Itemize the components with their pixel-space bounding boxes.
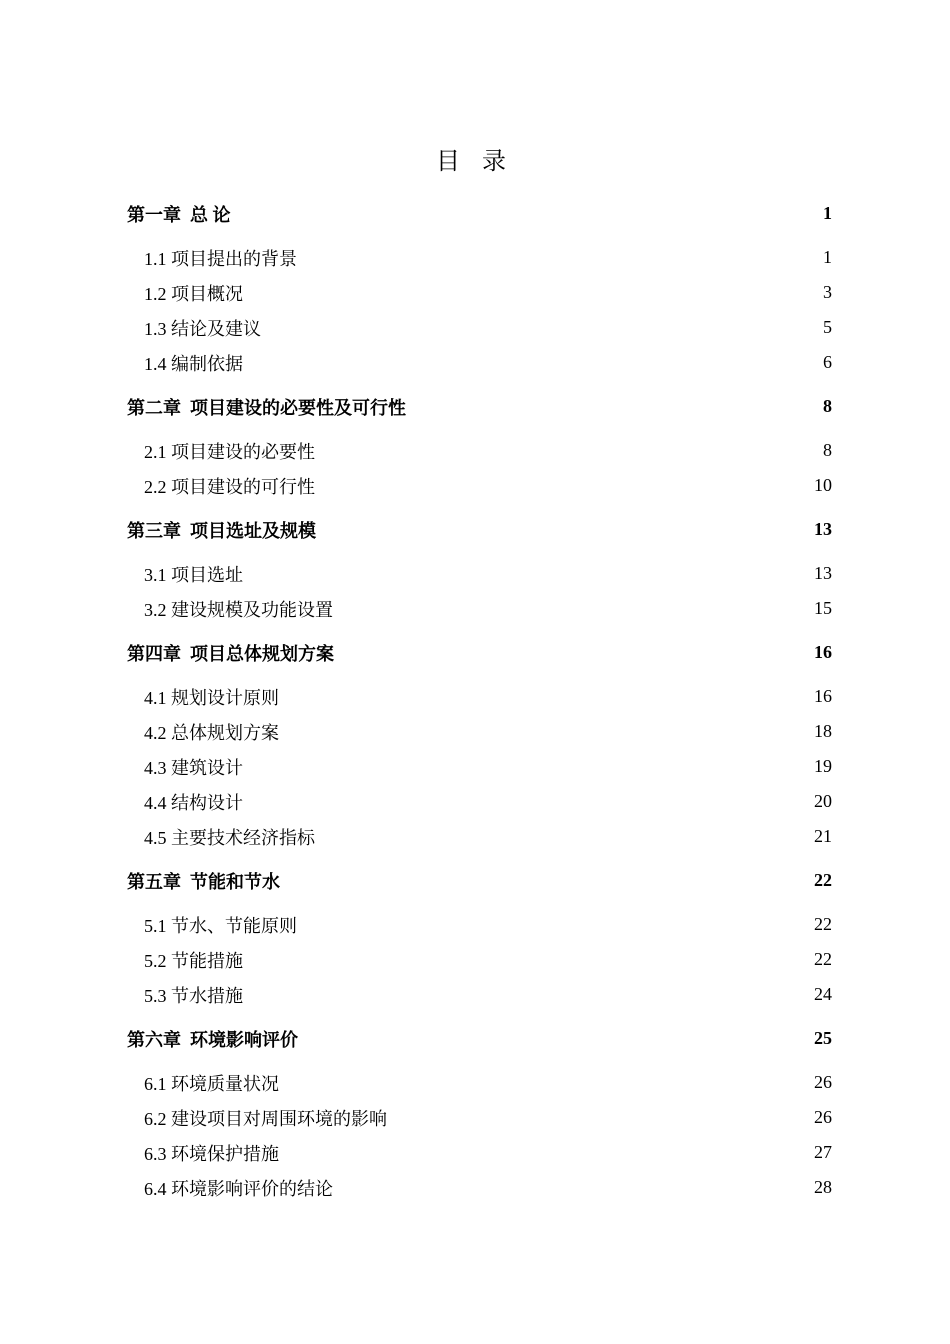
section-page-number: 10 [814, 475, 832, 495]
section-title: 4.1 规划设计原则 [144, 687, 279, 708]
section-page-number: 19 [814, 756, 832, 776]
section-title: 5.2 节能措施 [144, 950, 243, 971]
section-title: 6.4 环境影响评价的结论 [144, 1178, 333, 1199]
section-page-number: 15 [814, 598, 832, 618]
toc-chapter-2[interactable] [127, 389, 832, 424]
chapter-page-number: 16 [814, 642, 832, 662]
section-page-number: 27 [814, 1142, 832, 1162]
toc-chapter-6[interactable] [127, 1021, 832, 1056]
toc-chapter-5[interactable] [127, 863, 832, 898]
toc-section-5-1[interactable] [127, 907, 832, 942]
section-list [127, 679, 832, 854]
toc-chapter-4[interactable] [127, 635, 832, 670]
section-title: 5.1 节水、节能原则 [144, 915, 297, 936]
toc-section-4-3[interactable] [127, 749, 832, 784]
toc-section-1-4[interactable] [127, 345, 832, 380]
toc-section-6-2[interactable] [127, 1100, 832, 1135]
toc-section-1-3[interactable] [127, 310, 832, 345]
toc-section-1-1[interactable] [127, 240, 832, 275]
chapter-title: 第二章 项目建设的必要性及可行性 [127, 397, 406, 418]
section-page-number: 20 [814, 791, 832, 811]
section-title: 1.3 结论及建议 [144, 318, 261, 339]
toc-chapter-1[interactable] [127, 196, 832, 231]
toc-section-4-1[interactable] [127, 679, 832, 714]
toc-section-6-1[interactable] [127, 1065, 832, 1100]
section-page-number: 6 [823, 352, 832, 372]
table-of-contents [127, 196, 832, 1205]
chapter-page-number: 13 [814, 519, 832, 539]
toc-section-3-1[interactable] [127, 556, 832, 591]
toc-section-6-4[interactable] [127, 1170, 832, 1205]
chapter-page-number: 8 [823, 396, 832, 416]
toc-section-5-2[interactable] [127, 942, 832, 977]
toc-section-2-1[interactable] [127, 433, 832, 468]
section-list [127, 907, 832, 1012]
section-title: 6.3 环境保护措施 [144, 1143, 279, 1164]
section-list [127, 1065, 832, 1205]
section-title: 6.2 建设项目对周围环境的影响 [144, 1108, 387, 1129]
section-title: 3.2 建设规模及功能设置 [144, 599, 333, 620]
page-title: 目 录 [436, 149, 514, 175]
section-page-number: 13 [814, 563, 832, 583]
chapter-title: 第三章 项目选址及规模 [127, 520, 316, 541]
section-page-number: 28 [814, 1177, 832, 1197]
section-title: 1.2 项目概况 [144, 283, 243, 304]
section-page-number: 16 [814, 686, 832, 706]
section-title: 4.2 总体规划方案 [144, 722, 279, 743]
section-page-number: 22 [814, 949, 832, 969]
section-page-number: 26 [814, 1107, 832, 1127]
section-page-number: 24 [814, 984, 832, 1004]
chapter-title: 第一章 总 论 [127, 204, 231, 225]
toc-section-3-2[interactable] [127, 591, 832, 626]
toc-chapter-3[interactable] [127, 512, 832, 547]
chapter-page-number: 1 [823, 203, 832, 223]
section-page-number: 22 [814, 914, 832, 934]
section-page-number: 26 [814, 1072, 832, 1092]
section-list [127, 556, 832, 626]
chapter-title: 第五章 节能和节水 [127, 871, 280, 892]
section-title: 5.3 节水措施 [144, 985, 243, 1006]
chapter-title: 第六章 环境影响评价 [127, 1029, 298, 1050]
chapter-page-number: 25 [814, 1028, 832, 1048]
toc-section-6-3[interactable] [127, 1135, 832, 1170]
chapter-title: 第四章 项目总体规划方案 [127, 643, 334, 664]
toc-section-2-2[interactable] [127, 468, 832, 503]
section-list [127, 433, 832, 503]
section-page-number: 3 [823, 282, 832, 302]
section-page-number: 5 [823, 317, 832, 337]
toc-section-4-4[interactable] [127, 784, 832, 819]
toc-section-1-2[interactable] [127, 275, 832, 310]
section-page-number: 21 [814, 826, 832, 846]
section-title: 4.4 结构设计 [144, 792, 243, 813]
chapter-page-number: 22 [814, 870, 832, 890]
section-title: 1.1 项目提出的背景 [144, 248, 297, 269]
toc-section-4-5[interactable] [127, 819, 832, 854]
section-title: 4.5 主要技术经济指标 [144, 827, 315, 848]
section-list [127, 240, 832, 380]
toc-section-4-2[interactable] [127, 714, 832, 749]
section-title: 6.1 环境质量状况 [144, 1073, 279, 1094]
section-title: 1.4 编制依据 [144, 353, 243, 374]
section-title: 2.2 项目建设的可行性 [144, 476, 315, 497]
section-page-number: 8 [823, 440, 832, 460]
section-title: 4.3 建筑设计 [144, 757, 243, 778]
toc-section-5-3[interactable] [127, 977, 832, 1012]
section-title: 3.1 项目选址 [144, 564, 243, 585]
section-page-number: 1 [823, 247, 832, 267]
section-title: 2.1 项目建设的必要性 [144, 441, 315, 462]
section-page-number: 18 [814, 721, 832, 741]
